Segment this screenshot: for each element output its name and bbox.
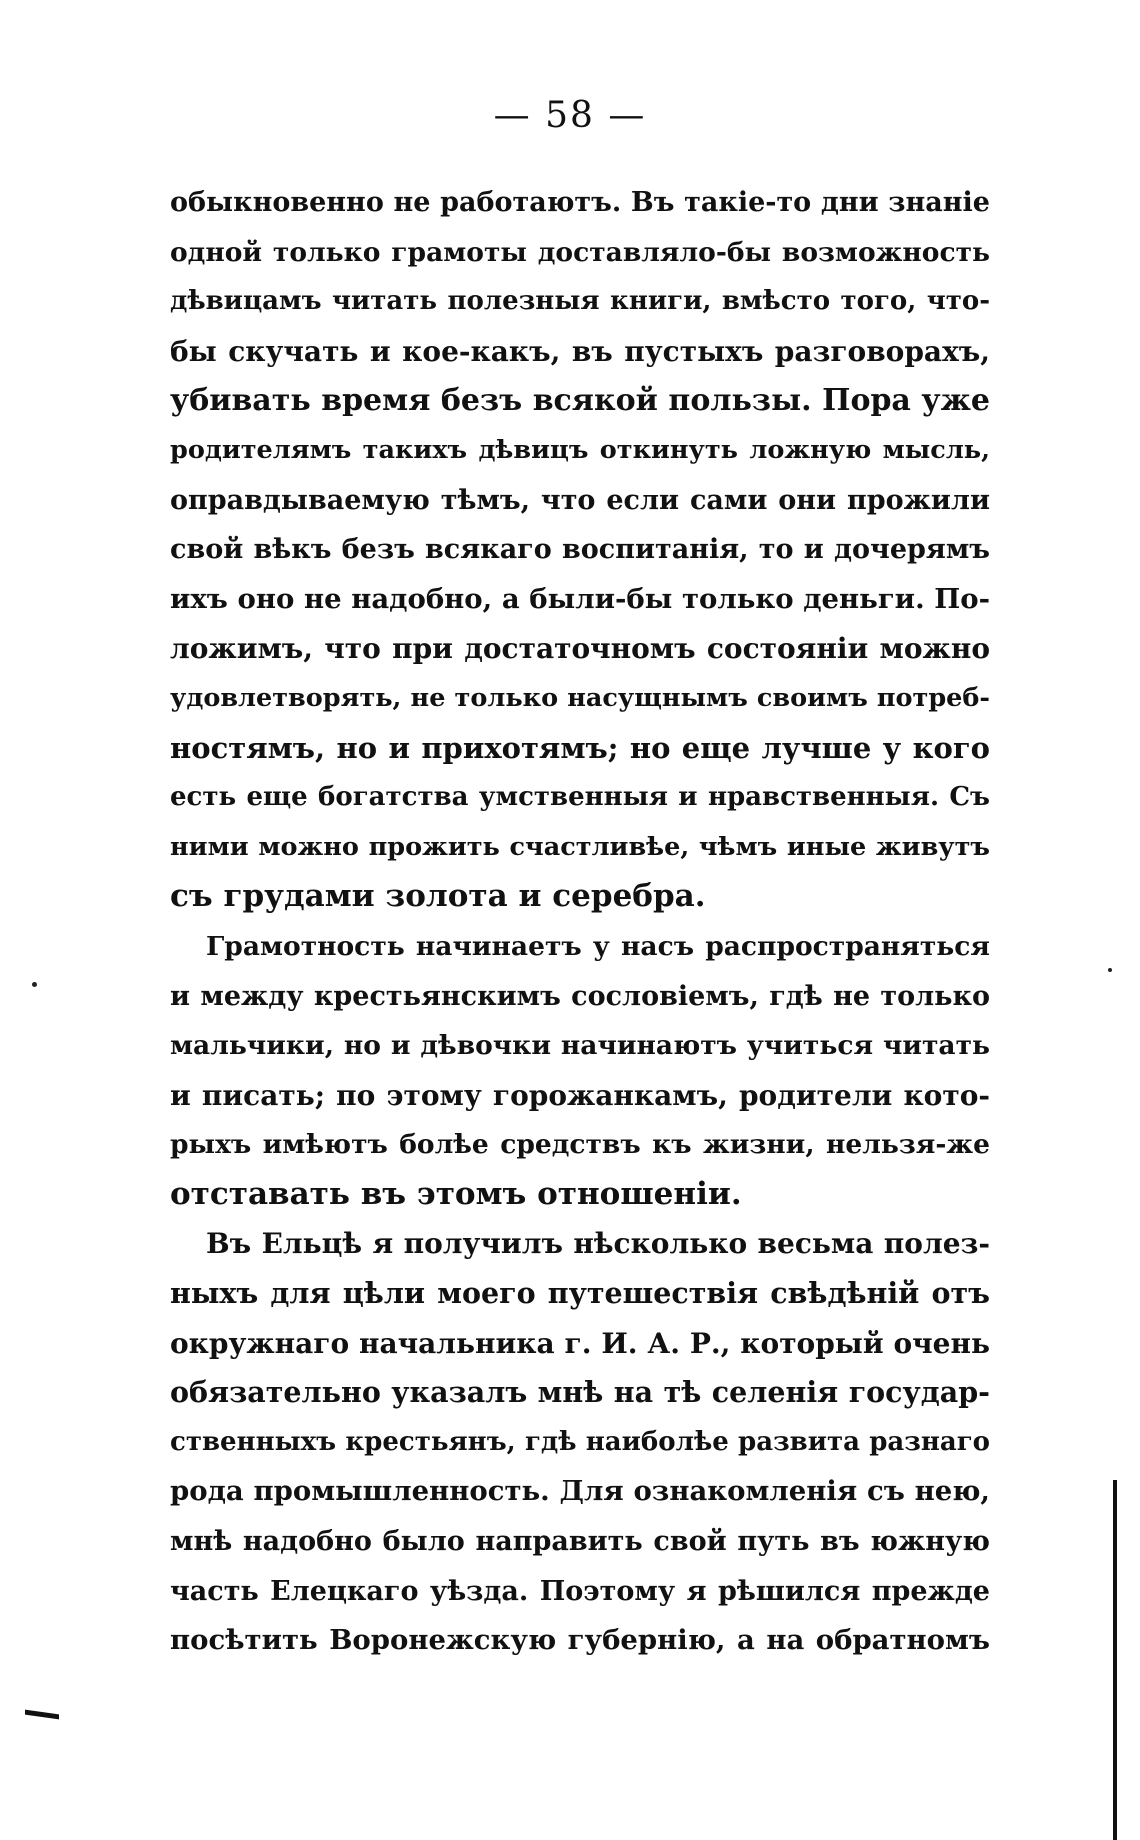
scan-speck: [32, 982, 37, 987]
text-line: свой вѣкъ безъ всякаго воспитанія, то и дочерямъ: [170, 534, 990, 566]
text-line: ственныхъ крестьянъ, гдѣ наиболѣе развита разнаго: [170, 1426, 990, 1457]
text-line: родителямъ такихъ дѣвицъ откинуть ложную мысль,: [170, 434, 990, 465]
scan-margin-mark: [25, 1710, 59, 1720]
text-line: убивать время безъ всякой пользы. Пора уже: [170, 383, 990, 419]
text-line: ними можно прожить счастливѣе, чѣмъ иные живутъ: [170, 831, 990, 862]
text-line: окружнаго начальника г. И. А. Р., который очень: [170, 1326, 990, 1360]
text-line: дѣвицамъ читать полезныя книги, вмѣсто того, что-: [170, 286, 990, 317]
text-line: Грамотность начинаетъ у насъ распространяться: [206, 930, 990, 962]
text-line: Въ Ельцѣ я получилъ нѣсколько весьма полез-: [206, 1227, 990, 1261]
text-line: и писать; по этому горожанкамъ, родители кото-: [170, 1078, 990, 1112]
text-line: ностямъ, но и прихотямъ; но еще лучше у кого: [170, 730, 990, 765]
text-line: мальчики, но и дѣвочки начинаютъ учиться читать: [170, 1030, 990, 1062]
text-line: оправдываемую тѣмъ, что если сами они прожили: [170, 484, 990, 516]
scan-speck: [1108, 968, 1112, 972]
text-line: съ грудами золота и серебра.: [170, 878, 706, 915]
text-line: обязательно указалъ мнѣ на тѣ селенія государ-: [170, 1375, 990, 1410]
text-line: одной только грамоты доставляло-бы возможность: [170, 236, 990, 268]
body-text: [170, 178, 990, 1666]
text-line: бы скучать и кое-какъ, въ пустыхъ разговорахъ,: [170, 334, 990, 368]
page-number: — 58 —: [493, 95, 647, 136]
text-line: ныхъ для цѣли моего путешествія свѣдѣній отъ: [170, 1276, 990, 1311]
paragraph-3: [170, 1219, 990, 1665]
text-line: удовлетворять, не только насущнымъ своимъ потреб-: [170, 682, 990, 713]
text-line: посѣтить Воронежскую губернію, а на обратномъ: [170, 1624, 990, 1657]
text-line: отставать въ этомъ отношеніи.: [170, 1175, 742, 1212]
text-line: есть еще богатства умственныя и нравственныя. Съ: [170, 782, 990, 813]
text-line: и между крестьянскимъ сословіемъ, гдѣ не только: [170, 980, 990, 1012]
paragraph-1: [170, 178, 990, 922]
text-line: ихъ оно не надобно, а были-бы только деньги. По-: [170, 582, 990, 615]
text-line: рода промышленность. Для ознакомленія съ нею,: [170, 1475, 990, 1508]
text-line: мнѣ надобно было направить свой путь въ южную: [170, 1526, 990, 1558]
text-line: обыкновенно не работаютъ. Въ такіе-то дни знаніе: [170, 187, 990, 218]
text-line: ложимъ, что при достаточномъ состояніи можно: [170, 632, 990, 666]
text-line: рыхъ имѣютъ болѣе средствъ къ жизни, нельзя-же: [170, 1129, 990, 1161]
paragraph-2: [170, 922, 990, 1220]
text-line: часть Елецкаго уѣзда. Поэтому я рѣшился прежде: [170, 1575, 990, 1607]
scan-edge-line: [1113, 1480, 1117, 1840]
